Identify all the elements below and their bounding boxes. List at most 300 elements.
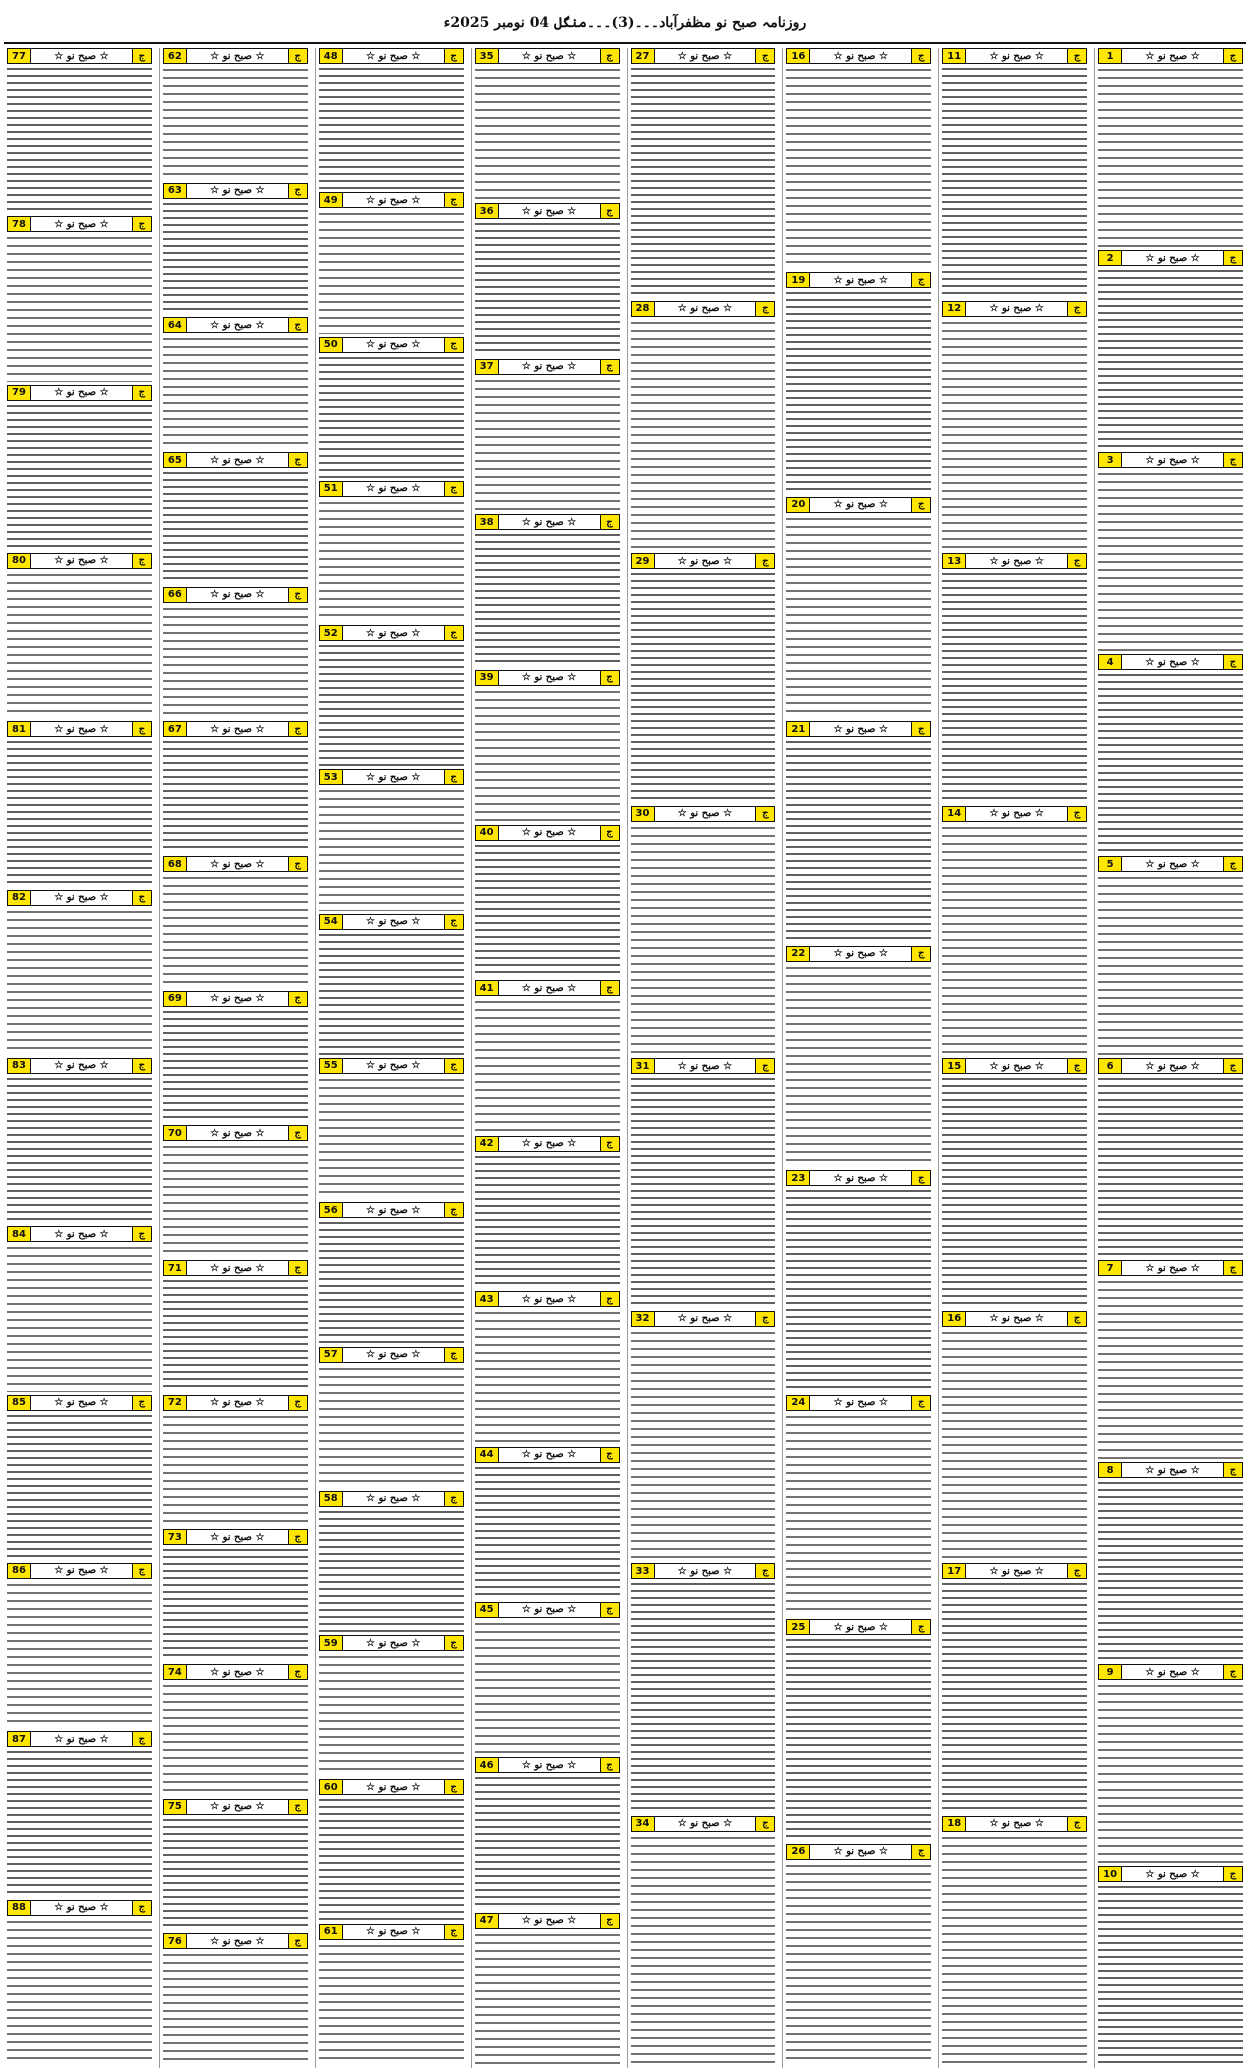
classified-ad xyxy=(319,769,464,910)
ad-body-text xyxy=(631,1834,776,2066)
ad-number: 19 xyxy=(787,273,810,287)
ad-brand-label: ☆ صبح نو ☆ xyxy=(677,1818,733,1829)
classified-ad xyxy=(163,183,308,315)
classified-ad xyxy=(163,721,308,853)
ad-brand-label: ☆ صبح نو ☆ xyxy=(366,483,421,495)
ad-brand-label: ☆ صبح نو ☆ xyxy=(521,1138,577,1150)
ad-number: 52 xyxy=(320,626,343,640)
classified-ad xyxy=(7,890,152,1055)
ad-header xyxy=(1098,1462,1243,1478)
ad-number: 46 xyxy=(476,1758,499,1772)
ad-header xyxy=(1098,250,1243,266)
ad-number: 53 xyxy=(320,770,343,784)
ad-header xyxy=(942,806,1087,822)
ad-header xyxy=(7,890,152,906)
paper-logo-icon: ج xyxy=(600,1137,619,1151)
paper-logo-icon: ج xyxy=(288,318,307,332)
ad-body-text xyxy=(163,874,308,988)
ad-number: 43 xyxy=(476,1292,499,1306)
ad-brand-label: ☆ صبح نو ☆ xyxy=(677,1060,733,1072)
ad-header xyxy=(319,625,464,641)
ad-body-text xyxy=(163,1817,308,1931)
classified-ad xyxy=(7,721,152,886)
ad-number: 49 xyxy=(320,193,343,207)
ad-header xyxy=(475,1602,620,1618)
paper-logo-icon: ج xyxy=(132,1732,151,1746)
ad-brand-label: ☆ صبح نو ☆ xyxy=(210,1262,265,1274)
ad-header xyxy=(163,1260,308,1276)
ad-header xyxy=(7,721,152,737)
ad-brand-label: ☆ صبح نو ☆ xyxy=(366,50,421,62)
classified-ad xyxy=(786,1170,931,1391)
classified-ad xyxy=(942,1563,1087,1813)
paper-logo-icon: ج xyxy=(1067,554,1086,568)
ad-number: 47 xyxy=(476,1914,499,1928)
ad-header xyxy=(319,1347,464,1363)
paper-logo-icon: ج xyxy=(600,1758,619,1772)
paper-logo-icon: ج xyxy=(600,204,619,218)
ad-body-text xyxy=(163,1682,308,1796)
ad-body-text xyxy=(163,1143,308,1257)
classified-ad xyxy=(163,991,308,1123)
classified-ad xyxy=(163,1933,308,2065)
classified-ad xyxy=(631,553,776,803)
ad-brand-label: ☆ صبح نو ☆ xyxy=(54,50,109,62)
classified-ad xyxy=(319,1202,464,1343)
classified-ad xyxy=(1098,1664,1243,1863)
ad-number: 41 xyxy=(476,981,499,995)
paper-logo-icon: ج xyxy=(755,49,774,63)
ad-header xyxy=(319,192,464,208)
classified-ad xyxy=(319,481,464,622)
classified-ad xyxy=(1098,452,1243,651)
column-2 xyxy=(938,48,1090,2068)
classified-ad xyxy=(1098,1058,1243,1257)
ad-brand-label: ☆ صبح نو ☆ xyxy=(521,205,577,217)
classified-ad xyxy=(475,359,620,511)
ad-brand-label: ☆ صبح نو ☆ xyxy=(833,274,888,286)
ad-number: 87 xyxy=(8,1732,31,1746)
ad-number: 6 xyxy=(1099,1059,1122,1073)
classified-ad xyxy=(7,1563,152,1728)
ad-brand-label: ☆ صبح نو ☆ xyxy=(1145,858,1200,870)
ad-brand-label: ☆ صبح نو ☆ xyxy=(210,993,265,1005)
masthead-title: روزنامہ صبح نو مظفرآباد۔۔۔(3)۔۔۔منگل 04 نومبر 2025ء xyxy=(443,15,807,31)
paper-logo-icon: ج xyxy=(132,722,151,736)
ad-header xyxy=(1098,452,1243,468)
classified-ad xyxy=(163,1395,308,1527)
ad-brand-label: ☆ صبح نو ☆ xyxy=(989,1313,1044,1324)
classified-ad xyxy=(7,48,152,213)
ad-header xyxy=(786,497,931,513)
ad-number: 82 xyxy=(8,891,31,905)
classified-ad xyxy=(475,1757,620,1909)
ad-number: 45 xyxy=(476,1603,499,1617)
ad-number: 18 xyxy=(943,1817,966,1831)
ad-number: 57 xyxy=(320,1348,343,1362)
paper-logo-icon: ج xyxy=(755,1564,774,1578)
classified-ad xyxy=(1098,1866,1243,2065)
ad-body-text xyxy=(1098,1278,1243,1459)
ad-number: 16 xyxy=(943,1312,966,1326)
paper-logo-icon: ج xyxy=(911,722,930,736)
ad-number: 39 xyxy=(476,671,499,685)
ad-brand-label: ☆ صبح نو ☆ xyxy=(366,627,421,639)
ad-brand-label: ☆ صبح نو ☆ xyxy=(54,1060,109,1072)
ad-body-text xyxy=(1098,1884,1243,2065)
paper-logo-icon: ج xyxy=(132,386,151,400)
ad-body-text xyxy=(1098,1480,1243,1661)
ad-brand-label: ☆ صبح نو ☆ xyxy=(521,827,577,839)
ad-number: 65 xyxy=(164,453,187,467)
ad-body-text xyxy=(319,1220,464,1343)
ad-header xyxy=(786,48,931,64)
ad-body-text xyxy=(475,998,620,1132)
column-1 xyxy=(1094,48,1246,2068)
classified-ad xyxy=(7,1226,152,1391)
ad-number: 38 xyxy=(476,515,499,529)
classified-ad xyxy=(631,1311,776,1561)
ad-body-text xyxy=(319,787,464,910)
ad-body-text xyxy=(475,532,620,666)
ad-number: 55 xyxy=(320,1059,343,1073)
ad-number: 72 xyxy=(164,1396,187,1410)
ad-body-text xyxy=(7,908,152,1055)
ad-brand-label: ☆ صبح نو ☆ xyxy=(210,589,265,601)
ad-body-text xyxy=(163,201,308,315)
ad-header xyxy=(475,48,620,64)
classified-ad xyxy=(942,301,1087,551)
ad-brand-label: ☆ صبح نو ☆ xyxy=(210,858,265,870)
ad-brand-label: ☆ صبح نو ☆ xyxy=(833,1846,888,1857)
ad-number: 15 xyxy=(943,1059,966,1073)
ad-number: 59 xyxy=(320,1636,343,1650)
ad-header xyxy=(163,1933,308,1949)
classified-ad xyxy=(786,1619,931,1840)
paper-logo-icon: ج xyxy=(1223,453,1242,467)
ad-brand-label: ☆ صبح نو ☆ xyxy=(989,1818,1044,1829)
paper-logo-icon: ج xyxy=(911,947,930,961)
ad-body-text xyxy=(319,932,464,1055)
paper-logo-icon: ج xyxy=(132,1227,151,1241)
paper-logo-icon: ج xyxy=(911,1396,930,1410)
ad-brand-label: ☆ صبح نو ☆ xyxy=(1145,1868,1200,1880)
ad-number: 78 xyxy=(8,217,31,231)
paper-logo-icon: ج xyxy=(444,338,463,352)
classified-ad xyxy=(319,625,464,766)
ad-brand-label: ☆ صبح نو ☆ xyxy=(521,50,577,62)
classified-ad xyxy=(475,203,620,355)
ad-body-text xyxy=(7,1244,152,1391)
paper-logo-icon: ج xyxy=(288,1396,307,1410)
ad-brand-label: ☆ صبح نو ☆ xyxy=(833,50,888,62)
classified-ad xyxy=(7,216,152,381)
ad-body-text xyxy=(786,1188,931,1391)
ad-brand-label: ☆ صبح نو ☆ xyxy=(989,50,1044,62)
ad-header xyxy=(475,825,620,841)
ad-number: 81 xyxy=(8,722,31,736)
classified-ad xyxy=(7,385,152,550)
ad-brand-label: ☆ صبح نو ☆ xyxy=(1145,252,1200,264)
ad-body-text xyxy=(475,1620,620,1754)
ad-number: 23 xyxy=(787,1171,810,1185)
ad-body-text xyxy=(7,1749,152,1896)
ad-body-text xyxy=(631,1581,776,1813)
ad-header xyxy=(7,216,152,232)
ad-body-text xyxy=(631,319,776,551)
classified-ad xyxy=(786,1844,931,2065)
ad-brand-label: ☆ صبح نو ☆ xyxy=(210,723,265,735)
paper-logo-icon: ج xyxy=(600,1914,619,1928)
ad-header xyxy=(163,587,308,603)
classified-ad xyxy=(1098,48,1243,247)
ad-brand-label: ☆ صبح نو ☆ xyxy=(54,1228,109,1240)
ad-header xyxy=(1098,654,1243,670)
ad-body-text xyxy=(319,1509,464,1632)
ad-brand-label: ☆ صبح نو ☆ xyxy=(989,555,1044,567)
ad-number: 20 xyxy=(787,498,810,512)
ad-number: 64 xyxy=(164,318,187,332)
ad-header xyxy=(631,1311,776,1327)
ad-number: 26 xyxy=(787,1845,810,1859)
ad-body-text xyxy=(7,234,152,381)
ad-header xyxy=(631,301,776,317)
classified-ad xyxy=(7,1731,152,1896)
ad-header xyxy=(631,553,776,569)
paper-logo-icon: ج xyxy=(911,49,930,63)
ad-number: 32 xyxy=(632,1312,655,1326)
ad-brand-label: ☆ صبح نو ☆ xyxy=(54,1902,109,1914)
paper-logo-icon: ج xyxy=(444,1492,463,1506)
ad-number: 56 xyxy=(320,1203,343,1217)
ad-brand-label: ☆ صبح نو ☆ xyxy=(521,1915,577,1927)
classified-ad xyxy=(475,1913,620,2065)
ad-brand-label: ☆ صبح نو ☆ xyxy=(210,1127,265,1139)
ad-header xyxy=(163,1395,308,1411)
ad-number: 9 xyxy=(1099,1665,1122,1679)
ad-header xyxy=(7,553,152,569)
ad-header xyxy=(786,1844,931,1860)
ad-brand-label: ☆ صبح نو ☆ xyxy=(833,948,888,960)
ad-number: 50 xyxy=(320,338,343,352)
ad-header xyxy=(163,991,308,1007)
ad-number: 7 xyxy=(1099,1261,1122,1275)
paper-logo-icon: ج xyxy=(1067,1564,1086,1578)
ad-body-text xyxy=(475,1154,620,1288)
classified-ad xyxy=(163,1799,308,1931)
ad-number: 62 xyxy=(164,49,187,63)
paper-logo-icon: ج xyxy=(1067,1817,1086,1831)
ad-header xyxy=(163,1799,308,1815)
ad-header xyxy=(786,272,931,288)
ad-header xyxy=(631,1563,776,1579)
classified-ad xyxy=(475,1136,620,1288)
paper-logo-icon: ج xyxy=(1223,1261,1242,1275)
ad-number: 67 xyxy=(164,722,187,736)
classified-ad xyxy=(7,1900,152,2065)
paper-logo-icon: ج xyxy=(600,1603,619,1617)
ad-brand-label: ☆ صبح نو ☆ xyxy=(210,319,265,331)
paper-logo-icon: ج xyxy=(132,1059,151,1073)
ad-body-text xyxy=(319,643,464,766)
ad-header xyxy=(475,670,620,686)
ad-number: 85 xyxy=(8,1396,31,1410)
ad-header xyxy=(7,1563,152,1579)
ad-brand-label: ☆ صبح نو ☆ xyxy=(366,1926,421,1938)
ad-body-text xyxy=(163,1009,308,1123)
ad-brand-label: ☆ صبح نو ☆ xyxy=(833,499,888,511)
ad-body-text xyxy=(942,319,1087,551)
paper-logo-icon: ج xyxy=(444,49,463,63)
ad-number: 4 xyxy=(1099,655,1122,669)
column-5 xyxy=(471,48,623,2068)
ad-number: 75 xyxy=(164,1800,187,1814)
ad-header xyxy=(942,1311,1087,1327)
ad-body-text xyxy=(163,470,308,584)
paper-logo-icon: ج xyxy=(288,722,307,736)
ad-brand-label: ☆ صبح نو ☆ xyxy=(1145,656,1200,668)
ad-brand-label: ☆ صبح نو ☆ xyxy=(989,808,1044,819)
ad-brand-label: ☆ صبح نو ☆ xyxy=(366,194,421,206)
paper-logo-icon: ج xyxy=(1223,1867,1242,1881)
ad-header xyxy=(163,856,308,872)
paper-logo-icon: ج xyxy=(444,1780,463,1794)
paper-logo-icon: ج xyxy=(1223,1059,1242,1073)
ad-brand-label: ☆ صبح نو ☆ xyxy=(1145,50,1200,62)
ad-body-text xyxy=(319,1076,464,1199)
ad-header xyxy=(319,914,464,930)
ad-header xyxy=(786,721,931,737)
ad-number: 48 xyxy=(320,49,343,63)
ad-number: 3 xyxy=(1099,453,1122,467)
ad-body-text xyxy=(942,824,1087,1056)
classified-ad xyxy=(163,1125,308,1257)
ad-body-text xyxy=(163,1278,308,1392)
ad-brand-label: ☆ صبح نو ☆ xyxy=(521,672,577,684)
ad-number: 68 xyxy=(164,857,187,871)
ad-brand-label: ☆ صبح نو ☆ xyxy=(366,1060,421,1072)
ad-body-text xyxy=(1098,1076,1243,1257)
ad-number: 44 xyxy=(476,1448,499,1462)
ad-body-text xyxy=(163,335,308,449)
classified-ad xyxy=(786,272,931,493)
ad-header xyxy=(475,203,620,219)
paper-logo-icon: ج xyxy=(288,1530,307,1544)
ad-body-text xyxy=(942,1834,1087,2066)
ad-header xyxy=(475,1136,620,1152)
ad-number: 35 xyxy=(476,49,499,63)
ad-brand-label: ☆ صبح نو ☆ xyxy=(677,808,733,819)
ad-header xyxy=(942,301,1087,317)
paper-logo-icon: ج xyxy=(444,1203,463,1217)
ad-brand-label: ☆ صبح نو ☆ xyxy=(210,50,265,62)
ad-header xyxy=(319,769,464,785)
column-4 xyxy=(627,48,779,2068)
ad-brand-label: ☆ صبح نو ☆ xyxy=(366,916,421,928)
ad-brand-label: ☆ صبح نو ☆ xyxy=(366,339,421,351)
ad-body-text xyxy=(7,1918,152,2065)
ad-header xyxy=(475,980,620,996)
ad-number: 66 xyxy=(164,588,187,602)
ad-columns xyxy=(4,48,1246,2068)
ad-body-text xyxy=(786,1862,931,2065)
ad-header xyxy=(475,1757,620,1773)
ad-header xyxy=(319,337,464,353)
ad-body-text xyxy=(942,66,1087,298)
ad-body-text xyxy=(319,499,464,622)
classified-ad xyxy=(942,1058,1087,1308)
masthead xyxy=(4,4,1246,44)
ad-header xyxy=(1098,1664,1243,1680)
ad-body-text xyxy=(1098,672,1243,853)
ad-header xyxy=(631,1816,776,1832)
ad-header xyxy=(7,385,152,401)
ad-body-text xyxy=(1098,66,1243,247)
ad-header xyxy=(7,48,152,64)
ad-brand-label: ☆ صبح نو ☆ xyxy=(210,1397,265,1409)
ad-brand-label: ☆ صبح نو ☆ xyxy=(54,723,109,735)
ad-number: 80 xyxy=(8,554,31,568)
ad-brand-label: ☆ صبح نو ☆ xyxy=(833,723,888,735)
paper-logo-icon: ج xyxy=(911,273,930,287)
paper-logo-icon: ج xyxy=(911,1171,930,1185)
classified-ad xyxy=(319,1635,464,1776)
ad-body-text xyxy=(631,1076,776,1308)
ad-number: 21 xyxy=(787,722,810,736)
paper-logo-icon: ج xyxy=(600,49,619,63)
ad-brand-label: ☆ صبح نو ☆ xyxy=(833,1621,888,1633)
ad-body-text xyxy=(942,1076,1087,1308)
paper-logo-icon: ج xyxy=(132,1396,151,1410)
ad-brand-label: ☆ صبح نو ☆ xyxy=(989,1565,1044,1577)
ad-brand-label: ☆ صبح نو ☆ xyxy=(833,1397,888,1409)
paper-logo-icon: ج xyxy=(444,482,463,496)
ad-header xyxy=(319,48,464,64)
ad-number: 14 xyxy=(943,807,966,821)
paper-logo-icon: ج xyxy=(600,1292,619,1306)
ad-brand-label: ☆ صبح نو ☆ xyxy=(54,555,109,567)
ad-number: 79 xyxy=(8,386,31,400)
ad-body-text xyxy=(319,1797,464,1920)
ad-header xyxy=(475,1913,620,1929)
classified-ad xyxy=(631,806,776,1056)
ad-number: 77 xyxy=(8,49,31,63)
classified-ad xyxy=(631,1058,776,1308)
ad-brand-label: ☆ صبح نو ☆ xyxy=(521,1449,577,1461)
ad-header xyxy=(786,1170,931,1186)
ad-header xyxy=(319,1491,464,1507)
ad-number: 54 xyxy=(320,915,343,929)
ad-number: 76 xyxy=(164,1934,187,1948)
ad-body-text xyxy=(942,1329,1087,1561)
ad-body-text xyxy=(7,1581,152,1728)
paper-logo-icon: ج xyxy=(600,981,619,995)
classified-ad xyxy=(942,48,1087,298)
classified-ad xyxy=(475,1602,620,1754)
paper-logo-icon: ج xyxy=(444,1636,463,1650)
ad-header xyxy=(475,514,620,530)
ad-body-text xyxy=(786,515,931,718)
paper-logo-icon: ج xyxy=(444,1925,463,1939)
classified-ad xyxy=(942,1816,1087,2066)
ad-brand-label: ☆ صبح نو ☆ xyxy=(54,1733,109,1745)
ad-header xyxy=(163,1125,308,1141)
ad-body-text xyxy=(631,66,776,298)
ad-number: 2 xyxy=(1099,251,1122,265)
paper-logo-icon: ج xyxy=(288,184,307,198)
ad-body-text xyxy=(942,1581,1087,1813)
paper-logo-icon: ج xyxy=(132,554,151,568)
